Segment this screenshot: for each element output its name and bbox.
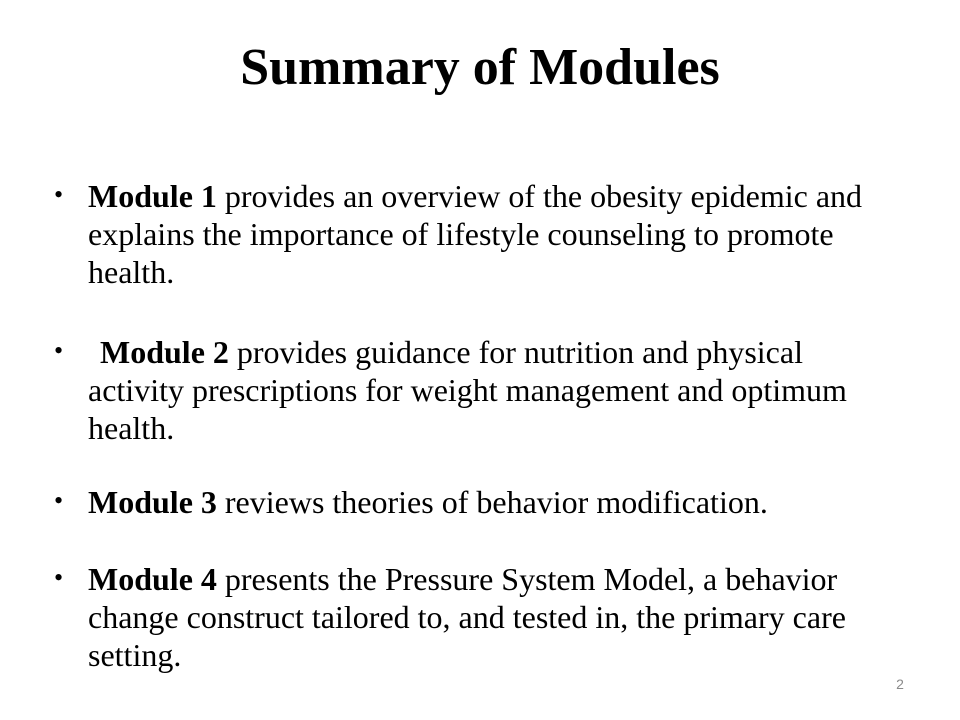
bullet-item-module-3 bbox=[54, 483, 888, 521]
slide-title: Summary of Modules bbox=[240, 39, 720, 96]
bullet-item-module-1 bbox=[54, 177, 888, 291]
bullet-text: provides an overview of the obesity epidemic and explains the importance of lifestyle counseling to promote health. bbox=[88, 178, 863, 290]
bullet-text: presents the Pressure System Model, a behavior change construct tailored to, and tested in, the primary care setting. bbox=[88, 561, 846, 673]
bullet-lead: Module 3 bbox=[88, 484, 217, 520]
bullet-dot-icon: • bbox=[54, 486, 64, 515]
slide-number: 2 bbox=[896, 676, 904, 692]
bullet-dot-icon: • bbox=[54, 180, 64, 209]
bullet-lead: Module 2 bbox=[100, 334, 229, 370]
bullet-lead: Module 1 bbox=[88, 178, 217, 214]
bullet-text: provides guidance for nutrition and physical activity prescriptions for weight management and optimum health. bbox=[88, 334, 847, 446]
bullet-text: reviews theories of behavior modification. bbox=[216, 484, 768, 520]
bullet-item-module-2 bbox=[54, 333, 888, 447]
bullet-dot-icon: • bbox=[54, 563, 64, 592]
bullet-dot-icon: • bbox=[54, 336, 64, 365]
bullet-item-module-4 bbox=[54, 560, 888, 674]
bullet-lead: Module 4 bbox=[88, 561, 217, 597]
